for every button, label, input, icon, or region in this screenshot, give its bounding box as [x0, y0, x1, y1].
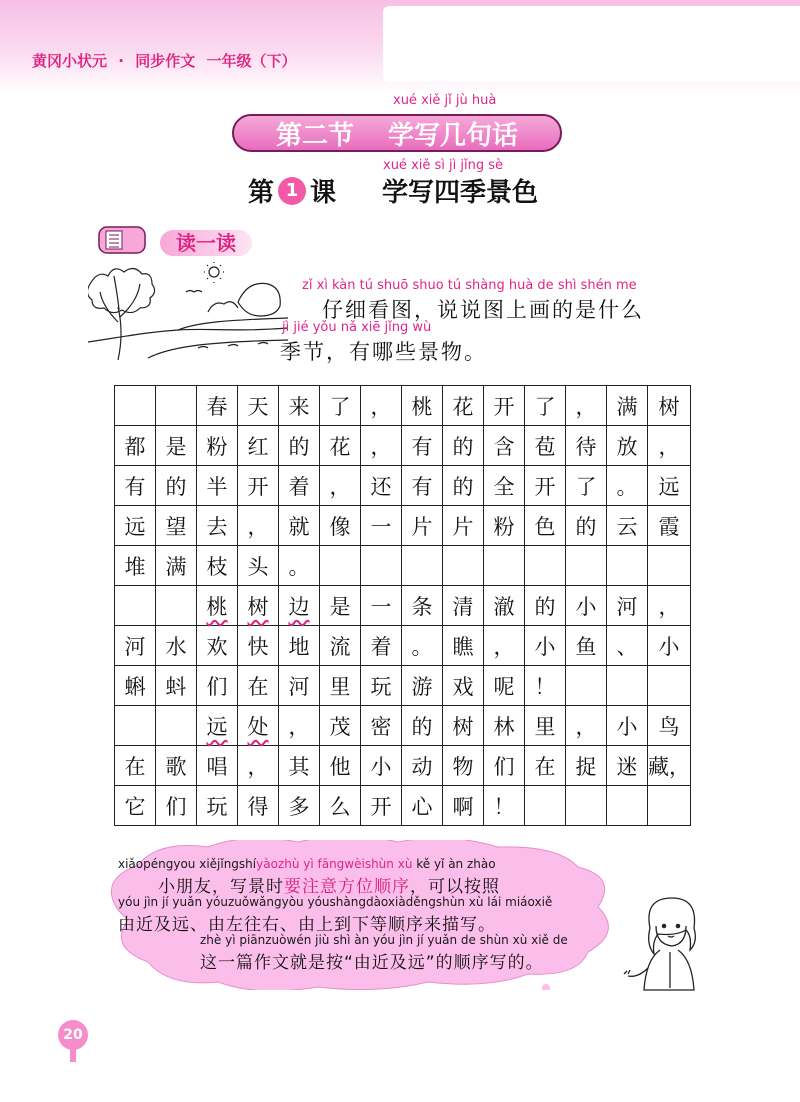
- grid-cell: ！: [484, 786, 525, 826]
- grid-row: [115, 586, 691, 626]
- grid-cell: 里: [320, 666, 361, 706]
- grid-cell: 物: [443, 746, 484, 786]
- grid-row: [115, 506, 691, 546]
- intro-prompt: [280, 278, 710, 364]
- grid-cell: 玩: [197, 786, 238, 826]
- grid-cell: ，: [566, 386, 607, 426]
- grid-cell: 们: [484, 746, 525, 786]
- grid-cell: 其: [279, 746, 320, 786]
- grid-cell: 动: [402, 746, 443, 786]
- grid-cell: [156, 586, 197, 626]
- grid-cell: 有: [402, 426, 443, 466]
- tip-line3-text: 这一篇作文就是按“由近及远”的顺序写的。: [200, 953, 544, 973]
- grid-cell: 、: [607, 626, 648, 666]
- grid-cell: 来: [279, 386, 320, 426]
- grid-cell: [607, 786, 648, 826]
- grid-cell: 在: [115, 746, 156, 786]
- tip-line1-pinyin-a: xiǎopéngyou xiějǐngshí: [118, 857, 257, 871]
- grid-cell: 的: [525, 586, 566, 626]
- grid-cell: 望: [156, 506, 197, 546]
- grid-cell: 蝌: [115, 666, 156, 706]
- grid-cell: 是: [156, 426, 197, 466]
- grid-cell: [320, 546, 361, 586]
- grid-cell: 边: [279, 586, 320, 626]
- grid-cell: 们: [197, 666, 238, 706]
- grid-cell: 小: [525, 626, 566, 666]
- grid-cell: [115, 386, 156, 426]
- grid-cell: 了: [320, 386, 361, 426]
- writing-grid-body: [115, 386, 691, 826]
- grid-cell: 玩: [361, 666, 402, 706]
- grid-cell: 。: [279, 546, 320, 586]
- grid-cell: 是: [320, 586, 361, 626]
- grid-cell: 了: [525, 386, 566, 426]
- grid-cell: 霞: [648, 506, 691, 546]
- grid-cell: ，: [238, 746, 279, 786]
- grid-cell: 像: [320, 506, 361, 546]
- top-blank-panel: [383, 6, 800, 82]
- grid-cell: ，: [320, 466, 361, 506]
- grid-cell: 里: [525, 706, 566, 746]
- grid-cell: 了: [566, 466, 607, 506]
- tip-line3-pinyin: zhè yì piānzuòwén jiù shì àn yóu jìn jí yuǎn de shùn xù xiě de: [200, 933, 568, 947]
- grid-cell: ，: [361, 386, 402, 426]
- section-banner: [232, 114, 562, 152]
- grid-cell: 的: [443, 466, 484, 506]
- grid-cell: 含: [484, 426, 525, 466]
- grid-cell: 的: [279, 426, 320, 466]
- series-name: 黄冈小状元: [32, 52, 108, 70]
- header-brand: [32, 50, 302, 71]
- grid-row: [115, 546, 691, 586]
- grid-cell: 水: [156, 626, 197, 666]
- grid-cell: ，: [238, 506, 279, 546]
- grid-cell: 的: [566, 506, 607, 546]
- grid-cell: 满: [156, 546, 197, 586]
- grid-cell: 得: [238, 786, 279, 826]
- grid-cell: 唱: [197, 746, 238, 786]
- grid-cell: 河: [115, 626, 156, 666]
- lesson-heading: [248, 172, 538, 209]
- grid-cell: [648, 546, 691, 586]
- grid-row: [115, 746, 691, 786]
- read-section-title: 读一读: [160, 230, 252, 256]
- grid-cell: [402, 546, 443, 586]
- grid-cell: [361, 546, 402, 586]
- grid-cell: 清: [443, 586, 484, 626]
- grid-cell: 放: [607, 426, 648, 466]
- grid-cell: 色: [525, 506, 566, 546]
- grid-cell: 呢: [484, 666, 525, 706]
- grid-cell: ，: [279, 706, 320, 746]
- book-icon: [98, 225, 148, 255]
- grid-cell: [443, 546, 484, 586]
- tip-line2-text: 由近及远、由左往右、由上到下等顺序来描写。: [118, 915, 496, 935]
- grid-cell: 迷: [607, 746, 648, 786]
- grid-cell: 澈: [484, 586, 525, 626]
- grid-cell: 在: [525, 746, 566, 786]
- tip-line1-text-c: ，可以按照: [410, 877, 500, 897]
- grid-cell: [156, 386, 197, 426]
- grid-row: [115, 786, 691, 826]
- grid-cell: 。: [402, 626, 443, 666]
- grid-cell: 一: [361, 506, 402, 546]
- grid-cell: [648, 666, 691, 706]
- grid-row: [115, 666, 691, 706]
- grid-cell: 蚪: [156, 666, 197, 706]
- grid-cell: 心: [402, 786, 443, 826]
- page-number-stem: [70, 1048, 76, 1062]
- tip-line1-highlight: 要注意方位顺序: [284, 877, 410, 897]
- intro-line-1: [290, 280, 710, 322]
- grid-cell: 着: [361, 626, 402, 666]
- grid-row: [115, 386, 691, 426]
- grid-cell: 片: [402, 506, 443, 546]
- grid-cell: 。: [607, 466, 648, 506]
- grid-cell: 有: [402, 466, 443, 506]
- grid-cell: 快: [238, 626, 279, 666]
- writing-grid: [114, 385, 691, 826]
- grid-cell: [607, 666, 648, 706]
- grade-label: 一年级（下）: [206, 52, 297, 70]
- grid-cell: 戏: [443, 666, 484, 706]
- grid-cell: 地: [279, 626, 320, 666]
- intro-line1-text: 仔细看图，说说图上画的是什么: [322, 298, 644, 322]
- grid-cell: 满: [607, 386, 648, 426]
- grid-cell: ！: [525, 666, 566, 706]
- grid-cell: 歌: [156, 746, 197, 786]
- grid-cell: 粉: [197, 426, 238, 466]
- grid-cell: 树: [443, 706, 484, 746]
- section-pinyin: xué xiě jǐ jù huà: [393, 93, 497, 108]
- grid-cell: 红: [238, 426, 279, 466]
- grid-cell: 树: [648, 386, 691, 426]
- grid-cell: 一: [361, 586, 402, 626]
- grid-cell: ，: [566, 706, 607, 746]
- grid-cell: [115, 586, 156, 626]
- grid-cell: 鸟: [648, 706, 691, 746]
- intro-line-2: [280, 320, 710, 364]
- grid-cell: 着: [279, 466, 320, 506]
- section-label: 第二节: [275, 120, 354, 151]
- grid-cell: [525, 546, 566, 586]
- grid-row: [115, 466, 691, 506]
- intro-line1-pinyin: zǐ xì kàn tú shuō shuo tú shàng huà de shì shén me: [302, 278, 637, 293]
- grid-cell: [156, 706, 197, 746]
- grid-cell: 开: [525, 466, 566, 506]
- lesson-title: 学写四季景色: [382, 178, 539, 208]
- lesson-pinyin: xué xiě sì jì jǐng sè: [383, 158, 503, 173]
- grid-cell: 们: [156, 786, 197, 826]
- grid-cell: 远: [648, 466, 691, 506]
- grid-cell: 河: [279, 666, 320, 706]
- grid-cell: 小: [607, 706, 648, 746]
- grid-cell: 河: [607, 586, 648, 626]
- grid-cell: 就: [279, 506, 320, 546]
- grid-cell: 鱼: [566, 626, 607, 666]
- intro-line2-text: 季节，有哪些景物。: [280, 340, 487, 364]
- grid-cell: 游: [402, 666, 443, 706]
- grid-cell: 桃: [197, 586, 238, 626]
- grid-cell: 小: [648, 626, 691, 666]
- tip-line-1: [118, 857, 588, 895]
- grid-cell: 枝: [197, 546, 238, 586]
- grid-cell: 在: [238, 666, 279, 706]
- grid-cell: 都: [115, 426, 156, 466]
- grid-cell: 全: [484, 466, 525, 506]
- grid-cell: 小: [361, 746, 402, 786]
- grid-cell: 云: [607, 506, 648, 546]
- grid-cell: [115, 706, 156, 746]
- grid-cell: 瞧: [443, 626, 484, 666]
- grid-cell: 堆: [115, 546, 156, 586]
- grid-cell: 天: [238, 386, 279, 426]
- grid-cell: 他: [320, 746, 361, 786]
- tip-line1-text: [158, 872, 500, 897]
- grid-row: [115, 626, 691, 666]
- girl-illustration: [620, 888, 720, 1008]
- grid-cell: ，: [484, 626, 525, 666]
- grid-cell: [484, 546, 525, 586]
- grid-cell: 啊: [443, 786, 484, 826]
- lesson-prefix: 第: [248, 178, 275, 208]
- grid-cell: 开: [484, 386, 525, 426]
- grid-cell: 藏，: [648, 746, 691, 786]
- writing-tip: [118, 857, 588, 971]
- header-separator: ·: [118, 52, 124, 70]
- grid-cell: ，: [648, 426, 691, 466]
- grid-cell: 花: [443, 386, 484, 426]
- grid-cell: 茂: [320, 706, 361, 746]
- grid-cell: 还: [361, 466, 402, 506]
- grid-cell: 远: [197, 706, 238, 746]
- grid-cell: 欢: [197, 626, 238, 666]
- lesson-number-badge: 1: [278, 177, 306, 205]
- grid-cell: 的: [402, 706, 443, 746]
- tip-line-3: [118, 933, 588, 971]
- tip-line-2: [118, 895, 588, 933]
- grid-cell: 去: [197, 506, 238, 546]
- grid-cell: 开: [238, 466, 279, 506]
- grid-cell: 流: [320, 626, 361, 666]
- grid-cell: 捉: [566, 746, 607, 786]
- intro-line2-pinyin: jì jié yǒu nǎ xiē jǐng wù: [282, 320, 432, 335]
- grid-cell: 头: [238, 546, 279, 586]
- page-number: 20: [58, 1020, 88, 1050]
- grid-cell: 的: [156, 466, 197, 506]
- grid-cell: 粉: [484, 506, 525, 546]
- grid-cell: 有: [115, 466, 156, 506]
- grid-cell: ，: [361, 426, 402, 466]
- grid-cell: 密: [361, 706, 402, 746]
- grid-cell: [566, 786, 607, 826]
- grid-cell: [566, 546, 607, 586]
- grid-cell: 树: [238, 586, 279, 626]
- grid-cell: [607, 546, 648, 586]
- grid-cell: 处: [238, 706, 279, 746]
- grid-cell: 林: [484, 706, 525, 746]
- grid-cell: [566, 666, 607, 706]
- grid-cell: 半: [197, 466, 238, 506]
- lesson-suffix: 课: [310, 178, 337, 208]
- grid-cell: ，: [648, 586, 691, 626]
- grid-row: [115, 426, 691, 466]
- grid-cell: 的: [443, 426, 484, 466]
- grid-cell: 远: [115, 506, 156, 546]
- grid-cell: 多: [279, 786, 320, 826]
- grid-cell: [525, 786, 566, 826]
- tip-line1-pinyin: [118, 857, 496, 871]
- tip-line2-pinyin: yóu jìn jí yuǎn yóuzuǒwǎngyòu yóushàngdàoxiàděngshùn xù lái miáoxiě: [118, 895, 553, 909]
- grid-cell: 小: [566, 586, 607, 626]
- grid-cell: 花: [320, 426, 361, 466]
- grid-cell: 它: [115, 786, 156, 826]
- spring-scene-illustration: [88, 262, 288, 362]
- grid-cell: 春: [197, 386, 238, 426]
- grid-cell: 么: [320, 786, 361, 826]
- grid-cell: 苞: [525, 426, 566, 466]
- grid-row: [115, 706, 691, 746]
- tip-line1-pinyin-b: yàozhù yì fāngwèishùn xù: [256, 857, 413, 871]
- grid-cell: 条: [402, 586, 443, 626]
- grid-cell: 待: [566, 426, 607, 466]
- tip-line1-pinyin-c: kě yǐ àn zhào: [412, 857, 496, 871]
- tip-line1-text-a: 小朋友，写景时: [158, 877, 284, 897]
- grid-cell: 片: [443, 506, 484, 546]
- book-name: 同步作文: [135, 52, 196, 70]
- grid-cell: [648, 786, 691, 826]
- section-title: 学写几句话: [388, 120, 519, 151]
- grid-cell: 开: [361, 786, 402, 826]
- grid-cell: 桃: [402, 386, 443, 426]
